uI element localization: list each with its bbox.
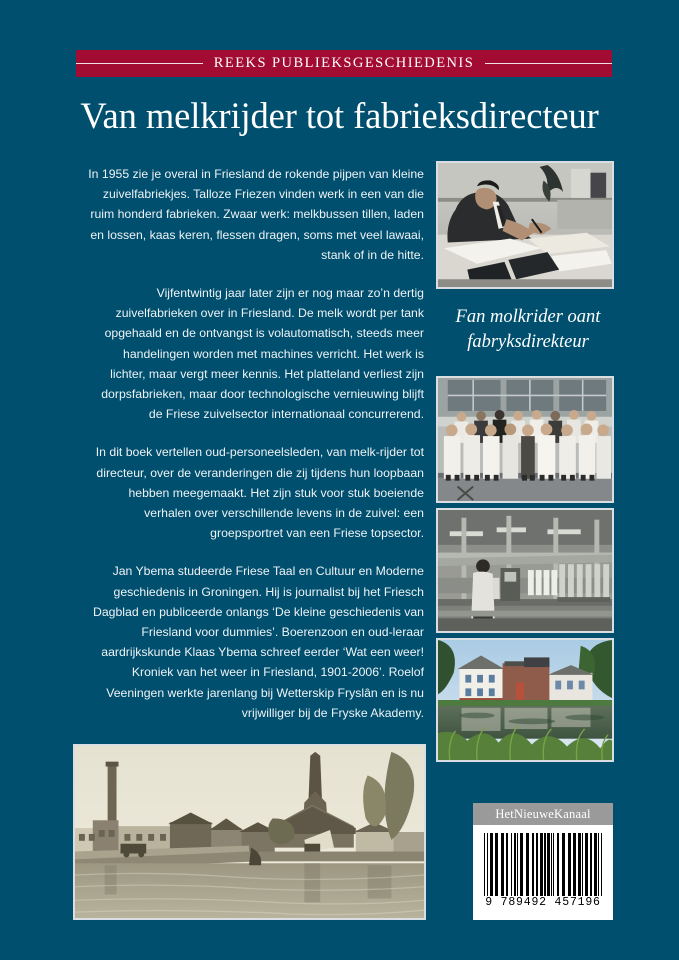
photo-staff [436, 376, 614, 503]
blurb-paragraph-3: In dit boek vertellen oud-personeelsleden, van melk-rijder tot directeur, over de veranderingen die zij tijdens hun loopbaan hebben meegemaakt. Het zijn stuk voor stuk boeiende verhalen over verschillende levens in de zuivel: een groepsportret van een Friese topsector. [95, 445, 424, 541]
barcode-digits: 9 789492 457196 [485, 896, 601, 909]
publisher-bar [473, 803, 613, 825]
blurb-text [86, 164, 424, 723]
barcode-bars [484, 833, 602, 896]
photo-factory [436, 638, 614, 762]
blurb-paragraph-2: Vijfentwintig jaar later zijn er nog maar zo’n dertig zuivelfabrieken over in Friesland. De melk wordt per tank opgehaald en de ontvangst is volautomatisch, steeds meer handelingen worden met machines verricht. Het werk is lichter, maar vergt meer kennis. Het platteland verliest zijn dorpsfabrieken, maar door technologische vernieuwing blijft de Friese zuivelsector internationaal concurrerend. [101, 286, 424, 422]
photo-village-art [75, 746, 424, 918]
photo-bottling [436, 508, 614, 633]
blurb-paragraph-4: Jan Ybema studeerde Friese Taal en Cultuur en Moderne geschiedenis in Groningen. Hij is journalist bij het Friesch Dagblad en publiceerde onlangs ‘De kleine geschiedenis van Friesland voor dummies’. Boerenzoon en oud-leraar aardrijkskunde Klaas Ybema schreef eerder ‘Wat een weer! Kroniek van het weer in Friesland, 1901-2006’. Roelof Veeningen werkte jarenlang bij Wetterskip Fryslân en is nu vrijwilliger bij de Fryske Akademy. [93, 564, 424, 720]
frisian-subtitle [432, 305, 624, 355]
page-title: Van melkrijder tot fabrieksdirecteur [80, 95, 599, 136]
photo-village [73, 744, 426, 920]
photo-signing [436, 161, 614, 289]
photo-bottling-art [438, 510, 612, 631]
publisher-name: HetNieuweKanaal [495, 806, 591, 821]
banner-rule-right [485, 63, 612, 64]
barcode-block [473, 803, 613, 920]
series-banner [76, 50, 612, 77]
blurb-paragraph-1: In 1955 zie je overal in Friesland de rokende pijpen van kleine zuivelfabriekjes. Talloze Friezen vinden werk in een van die ruim honderd fabrieken. Zwaar werk: melkbussen tillen, laden en lossen, kaas keren, flessen dragen, soms met veel lawaai, stank of in de hitte. [88, 167, 424, 262]
photo-staff-art [438, 378, 612, 501]
photo-factory-art [438, 640, 612, 760]
frisian-subtitle-line-2: fabryksdirekteur [467, 332, 589, 352]
frisian-subtitle-line-1: Fan molkrider oant [455, 307, 601, 327]
series-label: REEKS PUBLIEKSGESCHIEDENIS [213, 55, 475, 71]
banner-rule-left [76, 63, 203, 64]
photo-signing-art [438, 163, 612, 287]
